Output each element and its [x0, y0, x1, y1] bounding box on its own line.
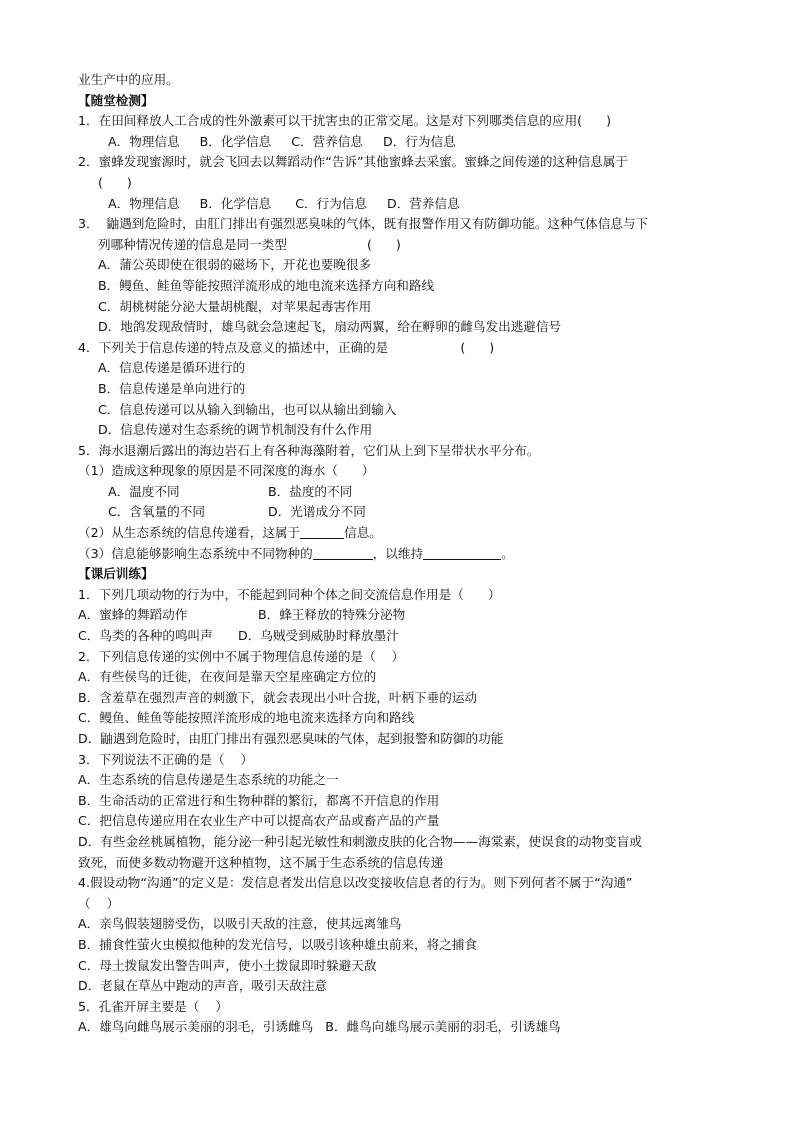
hw-q3-option-c: C．把信息传递应用在农业生产中可以提高农产品或畜产品的产量 [78, 813, 440, 829]
hw-q4-answer-paren: （ ） [78, 895, 120, 911]
section-title-after-class: 【课后训练】 [78, 566, 154, 582]
hw-q1-options-row1 [78, 605, 718, 626]
hw-q2-option-b: B．含羞草在强烈声音的刺激下，就会表现出小叶合拢，叶柄下垂的运动 [78, 689, 478, 705]
q5-option-d: D．光谱成分不同 [268, 504, 366, 520]
hw-q5-options-ab: A．雄鸟向雌鸟展示美丽的羽毛，引诱雌鸟 B．雌鸟向雄鸟展示美丽的羽毛，引诱雄鸟 [78, 1019, 561, 1035]
hw-q4-stem: 4.假设动物“沟通”的定义是：发信息者发出信息以改变接收信息者的行为。则下列何者不属于“沟通” [78, 875, 633, 891]
hw-q1-option-b: B．蜂王释放的特殊分泌物 [258, 607, 406, 623]
hw-q3-stem: 3．下列说法不正确的是（ ） [78, 751, 254, 767]
hw-q1-stem: 1．下列几项动物的行为中，不能起到同种个体之间交流信息作用是（ ） [78, 586, 501, 602]
q5-sub2 [78, 523, 718, 544]
q4-stem: 4．下列关于信息传递的特点及意义的描述中，正确的是 ( ) [78, 339, 495, 355]
q5-option-c: C．含氧量的不同 [108, 504, 205, 520]
q3-stem: 3． 鼬遇到危险时，由肛门排出有强烈恶臭味的气体，既有报警作用又有防御功能。这种气体信息与下 [78, 216, 649, 232]
worksheet-page [78, 70, 718, 1038]
q5-option-a: A．温度不同 [108, 483, 180, 499]
hw-q5-stem: 5．孔雀开屏主要是（ ） [78, 998, 228, 1014]
hw-q2-option-c: C．鳗鱼、鲑鱼等能按照洋流形成的地电流来选择方向和路线 [78, 710, 415, 726]
q3-stem-cont: 列哪种情况传递的信息是同一类型 ( ) [98, 236, 401, 252]
q4-option-a: A．信息传递是循环进行的 [98, 360, 246, 376]
hw-q2-option-d: D．鼬遇到危险时，由肛门排出有强烈恶臭味的气体，起到报警和防御的功能 [78, 731, 504, 746]
section-title-in-class-test: 【随堂检测】 [78, 92, 154, 108]
q5-sub2-blank[interactable] [300, 524, 344, 539]
q5-sub2-text: （2）从生态系统的信息传递看，这属于 [78, 525, 301, 541]
q1-stem: 1．在田间释放人工合成的性外激素可以干扰害虫的正常交尾。这是对下列哪类信息的应用( ) [78, 113, 612, 129]
q4-option-d: D．信息传递对生态系统的调节机制没有什么作用 [98, 422, 373, 438]
hw-q3-option-d-cont: 致死，而使多数动物避开这种植物，这不属于生态系统的信息传递 [78, 854, 444, 870]
q5-sub3 [78, 544, 718, 565]
q3-option-b: B．鳗鱼、鲑鱼等能按照洋流形成的地电流来选择方向和路线 [98, 277, 435, 293]
hw-q3-option-b: B．生命活动的正常进行和生物种群的繁衍，都离不开信息的作用 [78, 792, 440, 808]
hw-q1-option-d: D．乌贼受到威胁时释放墨汁 [238, 628, 399, 644]
hw-q4-option-a: A．亲鸟假装翅膀受伤，以吸引天敌的注意，使其远离雏鸟 [78, 916, 402, 932]
hw-q3-option-a: A．生态系统的信息传递是生态系统的功能之一 [78, 772, 339, 788]
q5-options-row2 [78, 502, 718, 523]
q5-sub1: （1）造成这种现象的原因是不同深度的海水（ ） [78, 463, 375, 479]
q3-option-c: C．胡桃树能分泌大量胡桃醌，对苹果起毒害作用 [98, 298, 372, 314]
hw-q3-option-d: D．有些金丝桃属植物，能分泌一种引起光敏性和刺激皮肤的化合物——海棠素，使误食的动物变盲或 [78, 833, 642, 849]
hw-q1-option-a: A．蜜蜂的舞蹈动作 [78, 607, 188, 623]
q5-sub2-suffix: 信息。 [344, 525, 382, 541]
q3-option-a: A．蒲公英即使在很弱的磁场下，开花也要晚很多 [98, 257, 372, 273]
q2-answer-paren: ( ) [98, 174, 132, 190]
hw-q2-stem: 2．下列信息传递的实例中不属于物理信息传递的是（ ） [78, 648, 405, 664]
hw-q4-option-c: C．母土拨鼠发出警告叫声，使小土拨鼠即时躲避天敌 [78, 957, 377, 973]
q5-option-b: B．盐度的不同 [268, 483, 353, 499]
hw-q4-option-d: D．老鼠在草丛中跑动的声音，吸引天敌注意 [78, 978, 327, 994]
q5-stem: 5．海水退潮后露出的海边岩石上有各种海藻附着，它们从上到下呈带状水平分布。 [78, 442, 540, 458]
q3-option-d: D．地鸽发现敌情时，雄鸟就会急速起飞，扇动两翼，给在孵卵的雌鸟发出逃避信号 [98, 319, 562, 335]
q5-sub3-blank2[interactable] [423, 545, 501, 560]
hw-q2-option-a: A．有些侯鸟的迁徙，在夜间是靠天空星座确定方位的 [78, 669, 377, 685]
q2-options: A．物理信息 B．化学信息 C．行为信息 D．营养信息 [108, 195, 460, 211]
q4-option-c: C．信息传递可以从输入到输出，也可以从输出到输入 [98, 401, 397, 417]
q5-sub3-mid: ，以维持 [372, 545, 424, 561]
hw-q1-option-c: C．鸟类的各种的鸣叫声 [78, 628, 213, 644]
hw-q4-option-b: B．捕食性萤火虫模拟他种的发光信号，以吸引该种雄虫前来，将之捕食 [78, 936, 478, 952]
lead-text: 业生产中的应用。 [78, 72, 179, 87]
q5-sub3-end: 。 [501, 545, 514, 561]
q4-option-b: B．信息传递是单向进行的 [98, 380, 246, 396]
q5-options-row1 [78, 482, 718, 503]
q2-stem: 2．蜜蜂发现蜜源时，就会飞回去以舞蹈动作“告诉”其他蜜蜂去采蜜。蜜蜂之间传递的这种信息属于 [78, 154, 628, 170]
hw-q1-options-row2 [78, 626, 718, 647]
q5-sub3-blank1[interactable] [313, 545, 373, 560]
q5-sub3-text: （3）信息能够影响生态系统中不同物种的 [78, 545, 313, 561]
q1-options: A．物理信息 B．化学信息 C．营养信息 D．行为信息 [108, 133, 456, 149]
